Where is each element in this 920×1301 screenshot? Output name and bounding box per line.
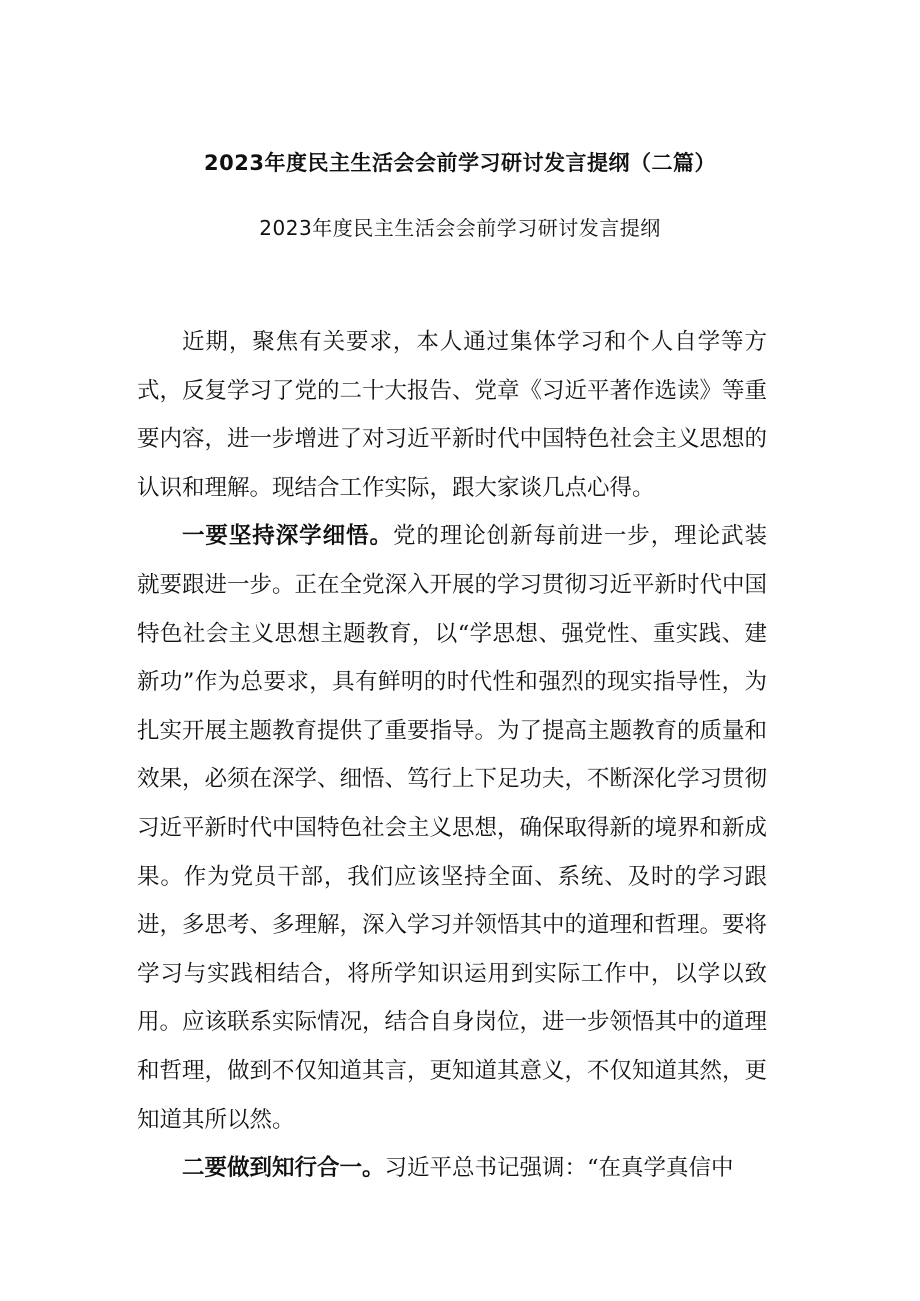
paragraph-point-2-text: 习近平总书记强调：“在真学真信中 (384, 1155, 734, 1182)
document-title: 2023年度民主生活会会前学习研讨发言提纲（二篇） (204, 151, 716, 175)
paragraph-point-1 (137, 512, 767, 1144)
paragraph-point-1-lead: 一要坚持深学细悟。 (182, 523, 393, 550)
paragraph-intro-text: 近期，聚焦有关要求，本人通过集体学习和个人自学等方式，反复学习了党的二十大报告、党章《习近平著作选读》等重要内容，进一步增进了对习近平新时代中国特色社会主义思想的认识和理解。现结合工作实际，跟大家谈几点心得。 (137, 329, 768, 501)
paragraph-intro (137, 318, 767, 512)
paragraph-point-1-text: 党的理论创新每前进一步，理论武装就要跟进一步。正在全党深入开展的学习贯彻习近平新时代中国特色社会主义思想主题教育，以“学思想、强党性、重实践、建新功”作为总要求，具有鲜明的时代性和强烈的现实指导性，为扎实开展主题教育提供了重要指导。为了提高主题教育的质量和效果，必须在深学、细悟、笃行上下足功夫，不断深化学习贯彻习近平新时代中国特色社会主义思想，确保取得新的境界和新成果。作为党员干部，我们应该坚持全面、系统、及时的学习跟进，多思考、多理解，深入学习并领悟其中的道理和哲理。要将学习与实践相结合，将所学知识运用到实际工作中，以学以致用。应该联系实际情况，结合自身岗位，进一步领悟其中的道理和哲理，做到不仅知道其言，更知道其意义，不仅知道其然，更知道其所以然。 (137, 523, 768, 1133)
document-subtitle: 2023年度民主生活会会前学习研讨发言提纲 (259, 216, 661, 240)
paragraph-point-2-lead: 二要做到知行合一。 (182, 1155, 385, 1182)
document-body (137, 318, 767, 1193)
paragraph-point-2 (137, 1144, 767, 1193)
